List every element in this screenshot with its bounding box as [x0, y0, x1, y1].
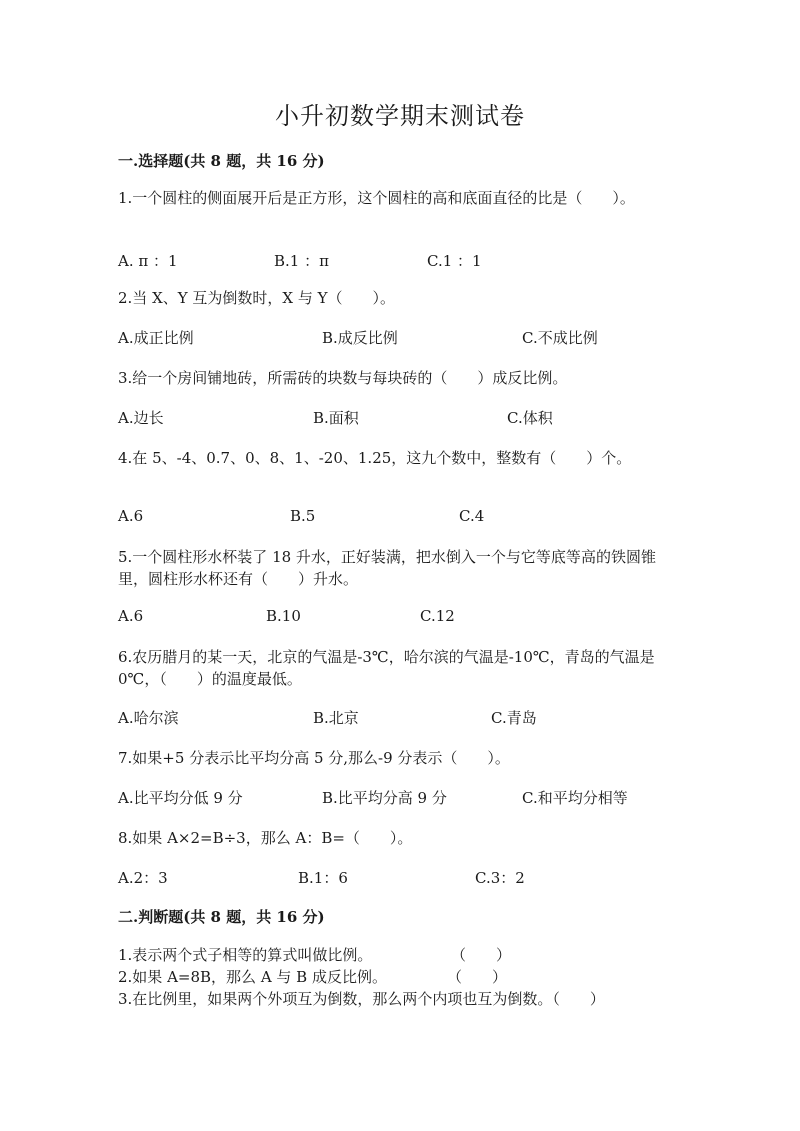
tf-item-1-blank: （ ） — [451, 946, 512, 964]
tf-item-2-blank: （ ） — [447, 968, 508, 986]
tf-item-3: 3.在比例里，如果两个外项互为倒数，那么两个内项也互为倒数。（ ） — [118, 990, 605, 1008]
tf-item-1 — [118, 944, 372, 966]
q7-option-c: C.和平均分相等 — [522, 789, 628, 807]
q7-option-b: B.比平均分高 9 分 — [322, 789, 447, 807]
q2-option-a: A.成正比例 — [118, 329, 194, 347]
question-4: 4.在 5、-4、0.7、0、8、1、-20、1.25，这九个数中，整数有（ ）个。 — [118, 449, 632, 467]
question-3: 3.给一个房间铺地砖，所需砖的块数与每块砖的（ ）成反比例。 — [118, 369, 568, 387]
q6-option-c: C.青岛 — [491, 709, 537, 727]
q8-option-a: A.2：3 — [118, 869, 168, 887]
q6-option-b: B.北京 — [313, 709, 359, 727]
tf-item-2-text: 2.如果 A=8B，那么 A 与 B 成反比例。 — [118, 968, 387, 986]
q2-option-c: C.不成比例 — [522, 329, 598, 347]
q4-option-c: C.4 — [459, 507, 485, 525]
question-8: 8.如果 A×2=B÷3，那么 A：B=（ ）。 — [118, 829, 413, 847]
q1-option-c: C.1 ：1 — [427, 252, 482, 270]
q4-option-a: A.6 — [118, 507, 144, 525]
question-5: 5.一个圆柱形水杯装了 18 升水，正好装满，把水倒入一个与它等底等高的铁圆锥里，圆柱形水杯还有（ ）升水。 — [118, 548, 656, 588]
q8-option-b: B.1：6 — [298, 869, 348, 887]
q3-option-a: A.边长 — [118, 409, 164, 427]
question-6: 6.农历腊月的某一天，北京的气温是-3℃，哈尔滨的气温是-10℃，青岛的气温是 0℃，（ ）的温度最低。 — [118, 648, 655, 688]
q2-option-b: B.成反比例 — [322, 329, 398, 347]
q4-option-b: B.5 — [290, 507, 316, 525]
q7-option-a: A.比平均分低 9 分 — [118, 789, 243, 807]
q5-option-a: A.6 — [118, 607, 144, 625]
q3-option-b: B.面积 — [313, 409, 359, 427]
page-title: 小升初数学期末测试卷 — [275, 102, 525, 130]
tf-item-1-text: 1.表示两个式子相等的算式叫做比例。 — [118, 946, 373, 964]
q1-option-a: A. π ：1 — [118, 252, 178, 270]
q1-option-b: B.1 ：π — [274, 252, 329, 270]
section-heading-true-false: 二.判断题(共 8 题，共 16 分) — [118, 908, 325, 926]
q6-option-a: A.哈尔滨 — [118, 709, 179, 727]
question-1: 1.一个圆柱的侧面展开后是正方形，这个圆柱的高和底面直径的比是（ ）。 — [118, 189, 635, 207]
question-2: 2.当 X、Y 互为倒数时，X 与 Y（ ）。 — [118, 289, 396, 307]
section-heading-choice: 一.选择题(共 8 题，共 16 分) — [118, 152, 325, 170]
tf-item-2 — [118, 966, 387, 988]
question-7: 7.如果+5 分表示比平均分高 5 分,那么-9 分表示（ ）。 — [118, 749, 510, 767]
q5-option-c: C.12 — [420, 607, 455, 625]
q3-option-c: C.体积 — [507, 409, 553, 427]
q5-option-b: B.10 — [266, 607, 301, 625]
q8-option-c: C.3：2 — [475, 869, 525, 887]
